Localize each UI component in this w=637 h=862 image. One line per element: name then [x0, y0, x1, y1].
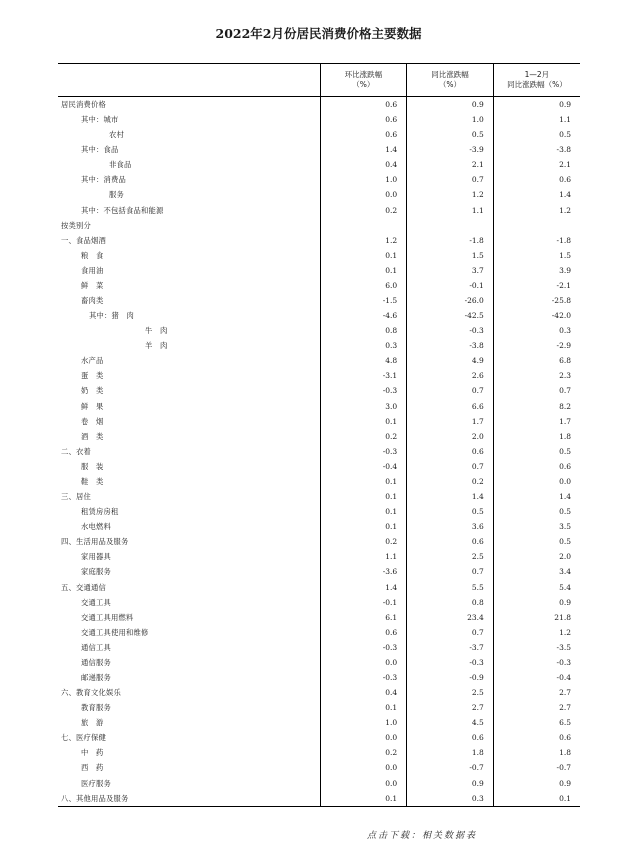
- value-yoy: 1.1: [407, 203, 494, 218]
- value-ytd: 6.5: [493, 715, 580, 730]
- table-row: [58, 338, 580, 353]
- row-label: [58, 595, 320, 610]
- row-label-text: 其中：猪 肉: [89, 311, 134, 321]
- table-header-row: [58, 64, 580, 97]
- table-row: [58, 776, 580, 791]
- value-mom: -0.3: [320, 444, 407, 459]
- value-yoy: 1.4: [407, 489, 494, 504]
- value-yoy: 2.5: [407, 685, 494, 700]
- row-label-text: 通信服务: [81, 657, 111, 667]
- table-row: [58, 383, 580, 398]
- value-mom: -3.6: [320, 564, 407, 579]
- table-row: [58, 760, 580, 775]
- value-ytd: 3.4: [493, 564, 580, 579]
- value-mom: 1.0: [320, 172, 407, 187]
- table-row: [58, 745, 580, 760]
- value-ytd: 0.9: [493, 595, 580, 610]
- table-row: [58, 610, 580, 625]
- row-label: [58, 142, 320, 157]
- table-row: [58, 580, 580, 595]
- table-row: [58, 323, 580, 338]
- row-label: [58, 338, 320, 353]
- value-yoy: 2.0: [407, 429, 494, 444]
- row-label-text: 交通工具用燃料: [81, 612, 134, 622]
- value-ytd: 1.8: [493, 745, 580, 760]
- row-label-text: 服务: [109, 190, 124, 200]
- table-row: [58, 640, 580, 655]
- value-yoy: 0.7: [407, 172, 494, 187]
- value-ytd: 1.4: [493, 489, 580, 504]
- value-ytd: -25.8: [493, 293, 580, 308]
- row-label-text: 水电燃料: [81, 522, 111, 532]
- value-yoy: 6.6: [407, 399, 494, 414]
- value-ytd: -3.8: [493, 142, 580, 157]
- value-ytd: 0.9: [493, 776, 580, 791]
- table-row: [58, 172, 580, 187]
- table-row: [58, 549, 580, 564]
- value-mom: 0.1: [320, 474, 407, 489]
- table-row: [58, 142, 580, 157]
- value-ytd: 0.1: [493, 791, 580, 807]
- row-label: [58, 248, 320, 263]
- value-ytd: -0.7: [493, 760, 580, 775]
- value-yoy: -0.7: [407, 760, 494, 775]
- table-row: [58, 414, 580, 429]
- row-label: [58, 519, 320, 534]
- value-yoy: 2.7: [407, 700, 494, 715]
- value-ytd: 1.8: [493, 429, 580, 444]
- table-row: [58, 625, 580, 640]
- row-label-text: 农村: [109, 130, 124, 140]
- value-yoy: -3.9: [407, 142, 494, 157]
- row-label-text: 交通工具: [81, 597, 111, 607]
- table-row: [58, 685, 580, 700]
- row-label-text: 卷 烟: [81, 416, 104, 426]
- value-ytd: 1.1: [493, 112, 580, 127]
- table-row: [58, 157, 580, 172]
- value-yoy: 0.3: [407, 791, 494, 807]
- value-ytd: -42.0: [493, 308, 580, 323]
- value-ytd: -0.4: [493, 670, 580, 685]
- header-mom-line1: 环比涨跌幅: [344, 70, 383, 79]
- value-ytd: 3.5: [493, 519, 580, 534]
- table-row: [58, 353, 580, 368]
- value-yoy: 2.6: [407, 368, 494, 383]
- header-mom: [320, 64, 407, 97]
- value-ytd: -2.1: [493, 278, 580, 293]
- value-mom: 3.0: [320, 399, 407, 414]
- value-ytd: 0.5: [493, 444, 580, 459]
- value-ytd: 0.6: [493, 459, 580, 474]
- row-label: [58, 203, 320, 218]
- value-ytd: -0.3: [493, 655, 580, 670]
- table-row: [58, 308, 580, 323]
- value-ytd: 1.7: [493, 414, 580, 429]
- table-row: [58, 444, 580, 459]
- row-label-text: 非食品: [109, 160, 132, 170]
- value-yoy: 0.7: [407, 383, 494, 398]
- table-row: [58, 187, 580, 202]
- value-mom: 0.0: [320, 760, 407, 775]
- value-ytd: 0.6: [493, 172, 580, 187]
- row-label: [58, 112, 320, 127]
- value-ytd: 1.2: [493, 203, 580, 218]
- row-label-text: 旅 游: [81, 718, 104, 728]
- value-yoy: -0.3: [407, 323, 494, 338]
- header-ytd: [493, 64, 580, 97]
- value-mom: 0.6: [320, 112, 407, 127]
- value-yoy: 0.9: [407, 776, 494, 791]
- value-mom: 0.6: [320, 625, 407, 640]
- value-ytd: [493, 218, 580, 233]
- row-label: [58, 760, 320, 775]
- value-mom: 0.4: [320, 157, 407, 172]
- row-label-text: 家用器具: [81, 552, 111, 562]
- page-title: 2022年2月份居民消费价格主要数据: [215, 26, 422, 41]
- value-mom: 0.6: [320, 97, 407, 113]
- row-label: [58, 489, 320, 504]
- value-mom: 0.1: [320, 519, 407, 534]
- table-row: [58, 248, 580, 263]
- header-mom-line2: （%）: [352, 80, 375, 89]
- row-label-text: 四、生活用品及服务: [61, 537, 129, 547]
- row-label-text: 其中：不包括食品和能源: [81, 205, 164, 215]
- value-yoy: 5.5: [407, 580, 494, 595]
- value-mom: -0.3: [320, 640, 407, 655]
- row-label: [58, 218, 320, 233]
- value-ytd: 2.7: [493, 685, 580, 700]
- row-label: [58, 172, 320, 187]
- value-yoy: -0.1: [407, 278, 494, 293]
- row-label-text: 通信工具: [81, 642, 111, 652]
- cpi-data-table: [58, 63, 580, 807]
- row-label: [58, 323, 320, 338]
- row-label: [58, 580, 320, 595]
- table-row: [58, 730, 580, 745]
- value-mom: -0.3: [320, 383, 407, 398]
- value-mom: 1.1: [320, 549, 407, 564]
- row-label-text: 按类别分: [61, 220, 91, 230]
- value-yoy: 0.6: [407, 534, 494, 549]
- table-row: [58, 429, 580, 444]
- value-mom: -3.1: [320, 368, 407, 383]
- value-mom: 0.0: [320, 730, 407, 745]
- row-label: [58, 776, 320, 791]
- row-label-text: 中 药: [81, 748, 104, 758]
- row-label-text: 水产品: [81, 356, 104, 366]
- row-label: [58, 293, 320, 308]
- value-ytd: 0.5: [493, 504, 580, 519]
- table-row: [58, 459, 580, 474]
- value-mom: 0.4: [320, 685, 407, 700]
- value-yoy: 4.5: [407, 715, 494, 730]
- row-label: [58, 414, 320, 429]
- row-label-text: 交通工具使用和维修: [81, 627, 149, 637]
- row-label-text: 食用油: [81, 265, 104, 275]
- value-ytd: 0.9: [493, 97, 580, 113]
- value-yoy: 2.1: [407, 157, 494, 172]
- value-ytd: 2.7: [493, 700, 580, 715]
- row-label: [58, 504, 320, 519]
- row-label-text: 畜肉类: [81, 296, 104, 306]
- row-label: [58, 157, 320, 172]
- row-label-text: 医疗服务: [81, 778, 111, 788]
- value-yoy: -42.5: [407, 308, 494, 323]
- value-mom: 0.1: [320, 791, 407, 807]
- row-label: [58, 700, 320, 715]
- table-row: [58, 203, 580, 218]
- value-yoy: -0.3: [407, 655, 494, 670]
- row-label-text: 三、居住: [61, 492, 91, 502]
- value-mom: [320, 218, 407, 233]
- table-row: [58, 399, 580, 414]
- value-ytd: 2.1: [493, 157, 580, 172]
- value-ytd: 0.5: [493, 127, 580, 142]
- row-label: [58, 534, 320, 549]
- table-row: [58, 564, 580, 579]
- table-row: [58, 489, 580, 504]
- value-yoy: -3.7: [407, 640, 494, 655]
- value-mom: 0.2: [320, 534, 407, 549]
- value-ytd: -3.5: [493, 640, 580, 655]
- row-label: [58, 308, 320, 323]
- row-label: [58, 353, 320, 368]
- table-row: [58, 97, 580, 113]
- row-label: [58, 459, 320, 474]
- table-row: [58, 504, 580, 519]
- value-yoy: 0.7: [407, 564, 494, 579]
- value-yoy: 0.7: [407, 625, 494, 640]
- value-mom: 0.2: [320, 429, 407, 444]
- row-label-text: 居民消费价格: [61, 100, 106, 109]
- value-yoy: 1.8: [407, 745, 494, 760]
- table-row: [58, 534, 580, 549]
- value-yoy: 0.5: [407, 504, 494, 519]
- value-mom: 0.1: [320, 700, 407, 715]
- value-ytd: 2.0: [493, 549, 580, 564]
- value-mom: 0.1: [320, 248, 407, 263]
- value-ytd: 0.5: [493, 534, 580, 549]
- table-row: [58, 474, 580, 489]
- table-row: [58, 700, 580, 715]
- table-row: [58, 278, 580, 293]
- value-mom: -0.3: [320, 670, 407, 685]
- row-label: [58, 685, 320, 700]
- value-mom: 0.1: [320, 489, 407, 504]
- header-label-column: [58, 64, 320, 97]
- value-mom: 0.1: [320, 414, 407, 429]
- row-label: [58, 730, 320, 745]
- row-label: [58, 655, 320, 670]
- row-label: [58, 564, 320, 579]
- value-ytd: -2.9: [493, 338, 580, 353]
- value-mom: -4.6: [320, 308, 407, 323]
- value-mom: 0.0: [320, 776, 407, 791]
- value-yoy: 2.5: [407, 549, 494, 564]
- row-label-text: 六、教育文化娱乐: [61, 688, 121, 698]
- row-label: [58, 383, 320, 398]
- download-link[interactable]: 点击下载：相关数据表: [367, 831, 478, 841]
- value-yoy: 0.8: [407, 595, 494, 610]
- row-label-text: 家庭服务: [81, 567, 111, 577]
- table-row: [58, 293, 580, 308]
- value-yoy: 0.2: [407, 474, 494, 489]
- row-label-text: 奶 类: [81, 386, 104, 396]
- header-ytd-line1: 1—2月: [524, 70, 550, 79]
- row-label: [58, 278, 320, 293]
- value-mom: -0.1: [320, 595, 407, 610]
- value-mom: 0.2: [320, 745, 407, 760]
- value-yoy: 0.9: [407, 97, 494, 113]
- row-label-text: 教育服务: [81, 703, 111, 713]
- value-yoy: -26.0: [407, 293, 494, 308]
- row-label: [58, 610, 320, 625]
- value-ytd: 0.6: [493, 730, 580, 745]
- table-row: [58, 715, 580, 730]
- table-row: [58, 112, 580, 127]
- value-yoy: 1.2: [407, 187, 494, 202]
- row-label: [58, 715, 320, 730]
- row-label-text: 粮 食: [81, 250, 104, 260]
- row-label-text: 蛋 类: [81, 371, 104, 381]
- row-label: [58, 549, 320, 564]
- row-label-text: 服 装: [81, 461, 104, 471]
- value-mom: 0.0: [320, 655, 407, 670]
- value-mom: 0.8: [320, 323, 407, 338]
- value-mom: 0.2: [320, 203, 407, 218]
- value-yoy: -0.9: [407, 670, 494, 685]
- row-label-text: 鲜 菜: [81, 280, 104, 290]
- table-row: [58, 263, 580, 278]
- value-mom: 0.1: [320, 263, 407, 278]
- row-label-text: 鞋 类: [81, 476, 104, 486]
- row-label-text: 酒 类: [81, 431, 104, 441]
- value-yoy: 4.9: [407, 353, 494, 368]
- table-body: [58, 97, 580, 807]
- table-row: [58, 127, 580, 142]
- row-label: [58, 640, 320, 655]
- value-yoy: 3.6: [407, 519, 494, 534]
- value-mom: 6.0: [320, 278, 407, 293]
- row-label-text: 七、医疗保健: [61, 733, 106, 743]
- value-yoy: 0.6: [407, 444, 494, 459]
- value-yoy: 1.0: [407, 112, 494, 127]
- table-row: [58, 655, 580, 670]
- row-label-text: 一、食品烟酒: [61, 235, 106, 245]
- value-ytd: 0.3: [493, 323, 580, 338]
- value-yoy: 23.4: [407, 610, 494, 625]
- value-ytd: 1.4: [493, 187, 580, 202]
- value-ytd: 1.2: [493, 625, 580, 640]
- value-mom: 0.3: [320, 338, 407, 353]
- value-mom: 4.8: [320, 353, 407, 368]
- row-label: [58, 97, 320, 113]
- value-ytd: 5.4: [493, 580, 580, 595]
- header-yoy: [407, 64, 494, 97]
- row-label-text: 其中：城市: [81, 115, 119, 125]
- row-label: [58, 429, 320, 444]
- value-mom: 0.0: [320, 187, 407, 202]
- value-yoy: -3.8: [407, 338, 494, 353]
- value-mom: 0.1: [320, 504, 407, 519]
- row-label-text: 租赁房房租: [81, 507, 119, 517]
- value-mom: 1.0: [320, 715, 407, 730]
- value-yoy: 0.6: [407, 730, 494, 745]
- value-ytd: -1.8: [493, 233, 580, 248]
- value-yoy: [407, 218, 494, 233]
- row-label: [58, 127, 320, 142]
- row-label-text: 五、交通通信: [61, 582, 106, 592]
- value-ytd: 0.0: [493, 474, 580, 489]
- value-ytd: 3.9: [493, 263, 580, 278]
- value-ytd: 8.2: [493, 399, 580, 414]
- row-label: [58, 444, 320, 459]
- row-label-text: 羊 肉: [145, 341, 168, 351]
- header-yoy-line1: 同比涨跌幅: [431, 70, 469, 79]
- value-mom: -1.5: [320, 293, 407, 308]
- value-yoy: 0.5: [407, 127, 494, 142]
- value-yoy: 3.7: [407, 263, 494, 278]
- row-label: [58, 791, 320, 807]
- row-label: [58, 625, 320, 640]
- value-mom: 1.4: [320, 142, 407, 157]
- row-label: [58, 187, 320, 202]
- value-yoy: -1.8: [407, 233, 494, 248]
- row-label-text: 西 药: [81, 763, 104, 773]
- value-mom: 0.6: [320, 127, 407, 142]
- row-label: [58, 670, 320, 685]
- table-row: [58, 595, 580, 610]
- table-row: [58, 368, 580, 383]
- row-label: [58, 368, 320, 383]
- value-mom: -0.4: [320, 459, 407, 474]
- value-ytd: 21.8: [493, 610, 580, 625]
- header-yoy-line2: （%）: [438, 80, 462, 89]
- row-label: [58, 233, 320, 248]
- header-ytd-line2: 同比涨跌幅（%）: [507, 80, 567, 89]
- value-ytd: 0.7: [493, 383, 580, 398]
- row-label: [58, 474, 320, 489]
- value-ytd: 1.5: [493, 248, 580, 263]
- row-label-text: 八、其他用品及服务: [61, 793, 129, 803]
- row-label: [58, 399, 320, 414]
- row-label-text: 牛 肉: [145, 326, 168, 336]
- value-mom: 1.4: [320, 580, 407, 595]
- row-label-text: 其中：消费品: [81, 175, 126, 185]
- row-label-text: 鲜 果: [81, 401, 104, 411]
- row-label: [58, 745, 320, 760]
- value-ytd: 6.8: [493, 353, 580, 368]
- table-row: [58, 218, 580, 233]
- row-label-text: 邮递服务: [81, 672, 111, 682]
- value-mom: 1.2: [320, 233, 407, 248]
- table-row: [58, 233, 580, 248]
- value-ytd: 2.3: [493, 368, 580, 383]
- table-row: [58, 791, 580, 807]
- row-label-text: 二、衣着: [61, 446, 91, 456]
- value-yoy: 1.5: [407, 248, 494, 263]
- value-yoy: 1.7: [407, 414, 494, 429]
- value-mom: 6.1: [320, 610, 407, 625]
- row-label: [58, 263, 320, 278]
- table-row: [58, 519, 580, 534]
- value-yoy: 0.7: [407, 459, 494, 474]
- row-label-text: 其中：食品: [81, 145, 119, 155]
- table-row: [58, 670, 580, 685]
